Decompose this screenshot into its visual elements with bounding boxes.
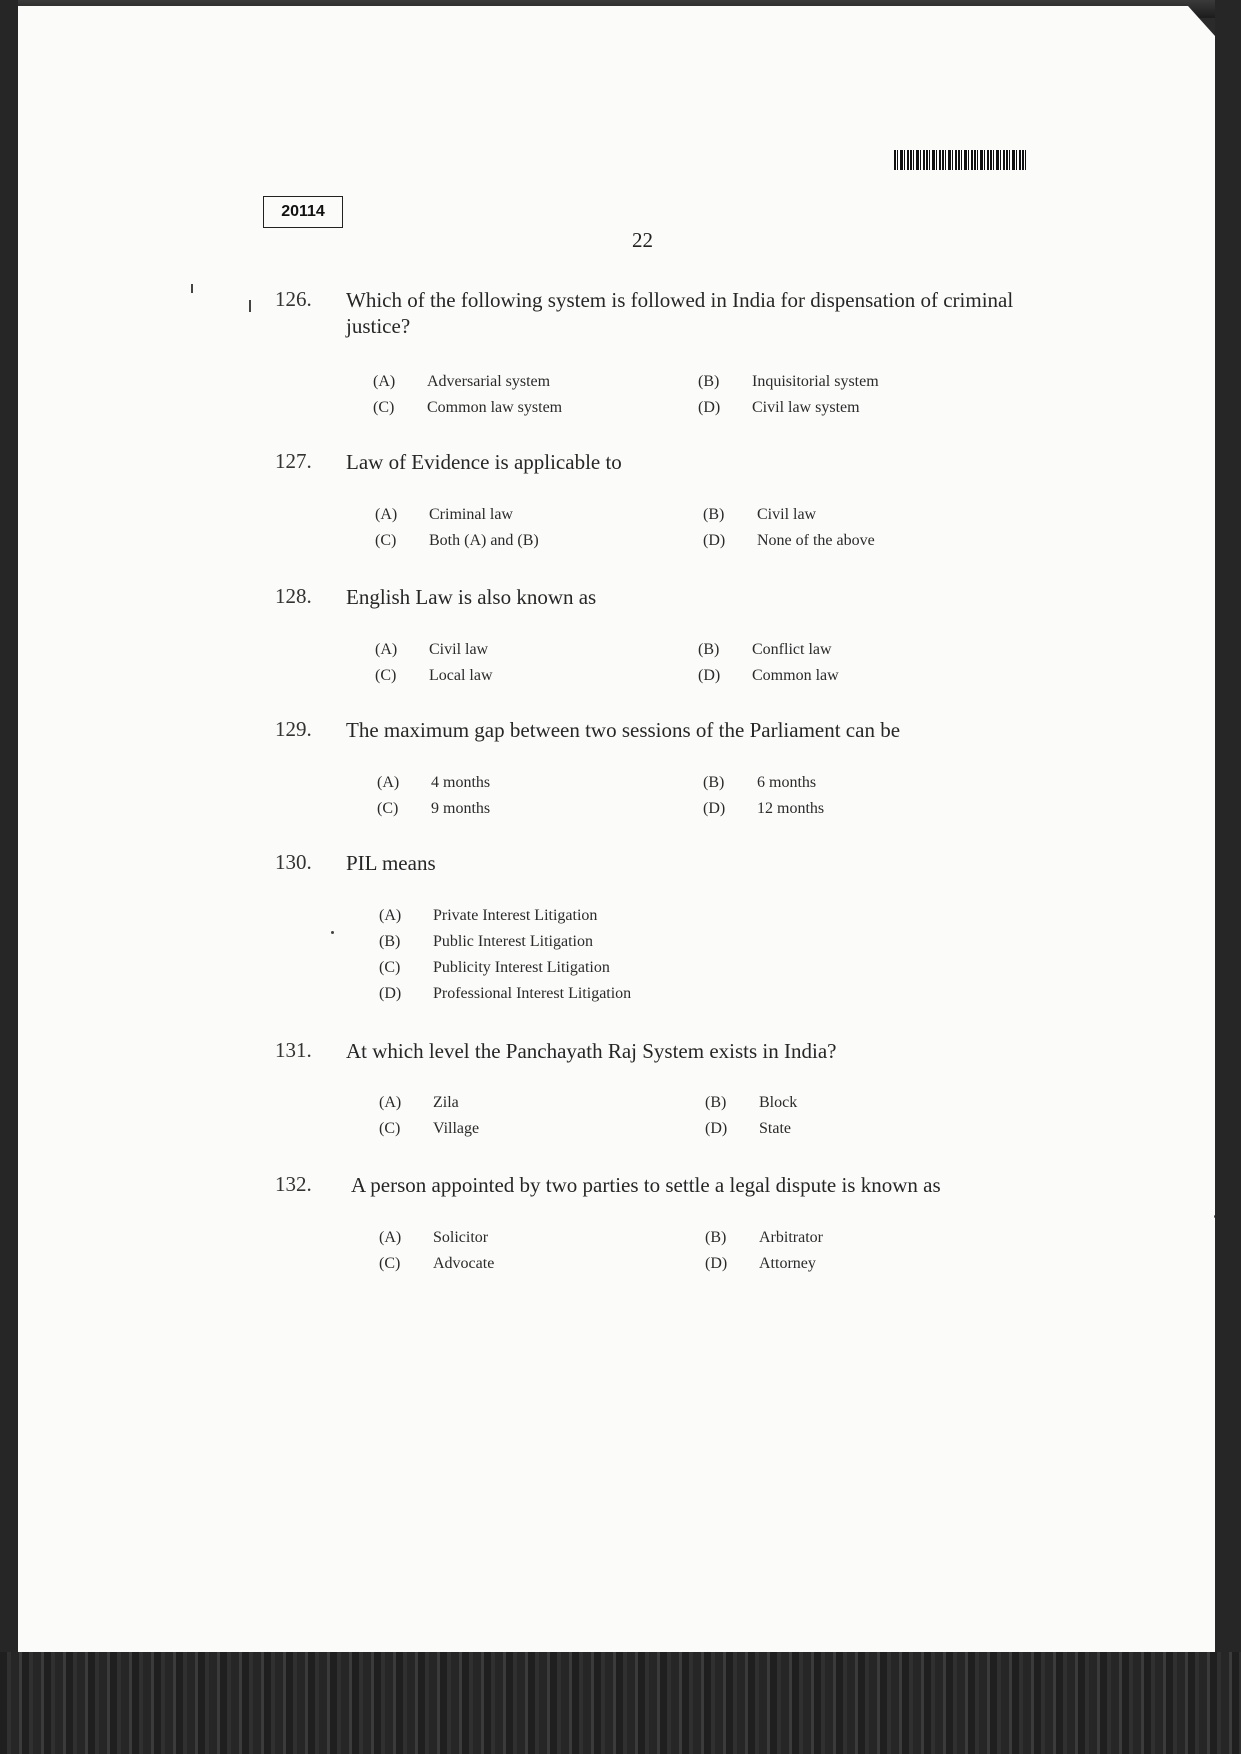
question-number: 127.: [275, 449, 312, 473]
option-text: 9 months: [431, 800, 491, 817]
option-text: Public Interest Litigation: [433, 933, 593, 950]
option-text: Arbitrator: [759, 1229, 823, 1246]
option-a: [379, 1090, 459, 1116]
option-c: [379, 1251, 494, 1277]
option-b: [698, 637, 832, 663]
option-text: 4 months: [431, 774, 491, 791]
option-text: State: [759, 1120, 791, 1137]
option-letter: (A): [375, 506, 398, 523]
exam-page: [0, 6, 1215, 1652]
option-text: 12 months: [757, 800, 825, 817]
question-text: At which level the Panchayath Raj System exists in India?: [346, 1039, 837, 1063]
option-text: Zila: [433, 1094, 459, 1111]
scan-border-right: [1215, 0, 1241, 1754]
option-text: Criminal law: [429, 506, 513, 523]
scan-border-bottom: [0, 1652, 1241, 1754]
option-text: Common law system: [427, 399, 563, 416]
option-text: Private Interest Litigation: [433, 907, 598, 924]
option-letter: (C): [379, 959, 401, 976]
option-b: [705, 1225, 823, 1251]
question-number: 130.: [275, 850, 312, 874]
scan-border-left: [0, 0, 18, 1652]
question-number: 132.: [275, 1172, 312, 1196]
question-text: A person appointed by two parties to settle a legal dispute is known as: [351, 1173, 941, 1197]
option-text: Civil law: [757, 506, 817, 523]
option-b: [698, 369, 879, 395]
option-b: [703, 770, 816, 796]
barcode-image: [894, 150, 1026, 170]
option-text: 6 months: [757, 774, 817, 791]
option-letter: (B): [379, 933, 401, 950]
option-text: Professional Interest Litigation: [433, 985, 632, 1002]
option-letter: (D): [705, 1255, 728, 1272]
option-d: [705, 1251, 816, 1277]
option-letter: (C): [375, 532, 397, 549]
option-text: Civil law system: [752, 399, 860, 416]
option-a: [379, 903, 597, 929]
option-b: [705, 1090, 797, 1116]
question-text: Which of the following system is followed in India for dispensation of criminal justice?: [346, 288, 1014, 338]
option-letter: (A): [373, 373, 396, 390]
option-letter: (D): [705, 1120, 728, 1137]
question-number: 128.: [275, 584, 312, 608]
option-text: Conflict law: [752, 641, 832, 658]
option-d: [379, 981, 631, 1007]
option-c: [379, 955, 610, 981]
option-c: [379, 1116, 479, 1142]
option-letter: (D): [698, 667, 721, 684]
option-text: Village: [433, 1120, 480, 1137]
option-a: [377, 770, 490, 796]
option-letter: (C): [375, 667, 397, 684]
option-letter: (A): [379, 1229, 402, 1246]
option-text: Common law: [752, 667, 839, 684]
option-letter: (A): [379, 1094, 402, 1111]
option-text: None of the above: [757, 532, 875, 549]
option-letter: (B): [698, 373, 720, 390]
option-b: [703, 502, 816, 528]
question-number: 131.: [275, 1038, 312, 1062]
question-text: Law of Evidence is applicable to: [346, 450, 622, 474]
option-text: Attorney: [759, 1255, 816, 1272]
option-a: [375, 637, 488, 663]
option-a: [373, 369, 550, 395]
option-letter: (B): [703, 506, 725, 523]
option-text: Adversarial system: [427, 373, 551, 390]
option-letter: (C): [379, 1120, 401, 1137]
option-d: [703, 528, 875, 554]
option-d: [698, 663, 839, 689]
option-letter: (A): [379, 907, 402, 924]
option-d: [705, 1116, 791, 1142]
option-text: Block: [759, 1094, 798, 1111]
option-letter: (A): [377, 774, 400, 791]
question-number: 126.: [275, 287, 312, 311]
option-letter: (D): [703, 800, 726, 817]
question-number: 129.: [275, 717, 312, 741]
question-text: The maximum gap between two sessions of the Parliament can be: [346, 718, 901, 742]
option-text: Publicity Interest Litigation: [433, 959, 610, 976]
option-c: [375, 528, 539, 554]
option-letter: (B): [705, 1229, 727, 1246]
option-letter: (B): [705, 1094, 727, 1111]
option-text: Both (A) and (B): [429, 532, 539, 549]
option-letter: (C): [377, 800, 399, 817]
page-number: 22: [632, 228, 653, 252]
option-text: Advocate: [433, 1255, 495, 1272]
stray-mark: [249, 300, 251, 312]
option-letter: (B): [698, 641, 720, 658]
option-c: [373, 395, 562, 421]
option-letter: (A): [375, 641, 398, 658]
option-text: Civil law: [429, 641, 489, 658]
option-a: [375, 502, 513, 528]
question-text: PIL means: [346, 851, 436, 875]
stray-mark: [191, 284, 193, 293]
option-d: [698, 395, 860, 421]
option-letter: (C): [373, 399, 395, 416]
option-text: Solicitor: [433, 1229, 489, 1246]
option-c: [377, 796, 490, 822]
option-a: [379, 1225, 488, 1251]
stray-mark: [331, 931, 334, 934]
paper-code-box: 20114: [263, 196, 343, 228]
option-letter: (D): [379, 985, 402, 1002]
option-text: Inquisitorial system: [752, 373, 879, 390]
question-text: English Law is also known as: [346, 585, 597, 609]
option-letter: (D): [703, 532, 726, 549]
option-letter: (C): [379, 1255, 401, 1272]
option-letter: (D): [698, 399, 721, 416]
option-letter: (B): [703, 774, 725, 791]
option-b: [379, 929, 593, 955]
option-d: [703, 796, 824, 822]
option-text: Local law: [429, 667, 493, 684]
option-c: [375, 663, 493, 689]
